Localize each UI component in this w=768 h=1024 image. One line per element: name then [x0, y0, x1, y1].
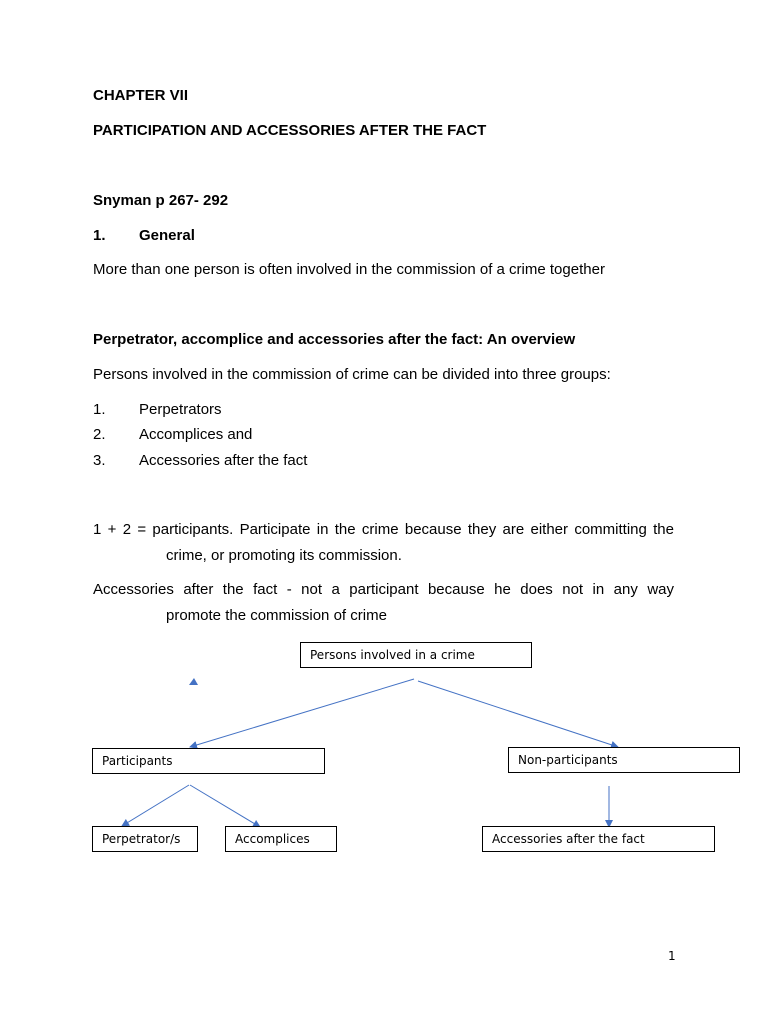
list-item-label: Accomplices and [139, 426, 253, 443]
arrow-root-to-participants [190, 679, 414, 747]
diagram-box-label: Participants [102, 754, 173, 768]
diagram-box-accomplices [225, 826, 337, 852]
list-item-label: Perpetrators [139, 401, 222, 418]
diagram-box-label: Non-participants [518, 753, 618, 767]
chapter-title: PARTICIPATION AND ACCESSORIES AFTER THE FACT [93, 122, 487, 139]
paragraph-line: crime, or promoting its commission. [166, 547, 402, 564]
diagram-box-accessories [482, 826, 715, 852]
page-number: 1 [668, 949, 676, 963]
stray-arrowhead-icon [189, 678, 198, 685]
overview-heading: Perpetrator, accomplice and accessories after the fact: An overview [93, 331, 576, 348]
section-number: 1. [93, 227, 106, 244]
overview-lead: Persons involved in the commission of crime can be divided into three groups: [93, 366, 611, 383]
diagram-box-participants [92, 748, 325, 774]
list-item-number: 3. [93, 452, 106, 469]
diagram-box-label: Persons involved in a crime [310, 648, 475, 662]
diagram-box-label: Perpetrator/s [102, 832, 181, 846]
diagram-box-non-participants [508, 747, 740, 773]
list-item-number: 1. [93, 401, 106, 418]
diagram-box-perpetrators [92, 826, 198, 852]
diagram-box-label: Accomplices [235, 832, 310, 846]
list-item-label: Accessories after the fact [139, 452, 308, 469]
diagram-box-root [300, 642, 532, 668]
diagram-box-label: Accessories after the fact [492, 832, 645, 846]
section-title: General [139, 227, 195, 244]
paragraph-line: promote the commission of crime [166, 607, 387, 624]
list-item-number: 2. [93, 426, 106, 443]
intro-paragraph: More than one person is often involved in the commission of a crime together [93, 261, 605, 278]
paragraph-line: Accessories after the fact - not a participant because he does not in any way [93, 581, 674, 598]
paragraph-line: 1 + 2 = participants. Participate in the crime because they are either committing the [93, 521, 674, 538]
arrow-participants-to-perpetrators [122, 785, 189, 826]
arrow-participants-to-accomplices [190, 785, 260, 827]
reference-text: Snyman p 267- 292 [93, 192, 229, 209]
arrow-root-to-non-participants [418, 681, 618, 747]
chapter-label: CHAPTER VII [93, 87, 189, 104]
